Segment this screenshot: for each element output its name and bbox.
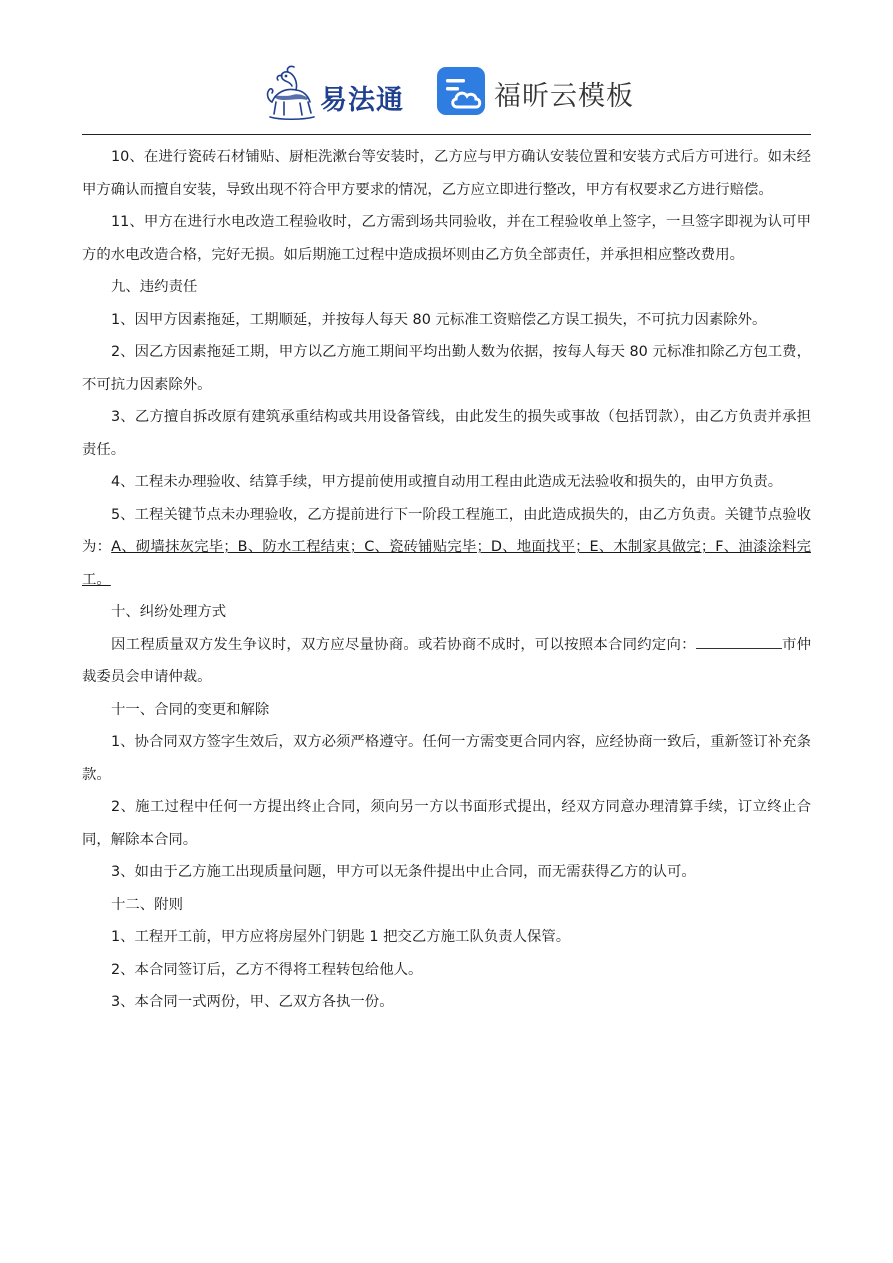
clause-10: 10、在进行瓷砖石材铺贴、厨柜洗漱台等安装时，乙方应与甲方确认安装位置和安装方式后方可进行。如未经甲方确认而擅自安装，导致出现不符合甲方要求的情况，乙方应立即进行整改，甲方有权要求乙方进行赔偿。 — [82, 149, 811, 198]
section-10-title: 十、纠纷处理方式 — [111, 604, 227, 620]
section-9-item-3: 3、乙方擅自拆改原有建筑承重结构或共用设备管线，由此发生的损失或事故（包括罚款），由乙方负责并承担责任。 — [82, 409, 811, 458]
arbitration-text: 市仲裁委员会申请仲裁。 — [82, 636, 811, 685]
qilin-emblem-icon — [262, 62, 320, 122]
section-9-item-4: 4、工程未办理验收、结算手续，甲方提前使用或擅自动用工程由此造成无法验收和损失的，由甲方负责。 — [111, 474, 783, 490]
section-11-item-1: 1、协合同双方签字生效后，双方必须严格遵守。任何一方需变更合同内容，应经协商一致后，重新签订补充条款。 — [82, 734, 811, 783]
section-12-title: 十二、附则 — [111, 896, 183, 913]
arbitration-city-blank-cont — [768, 634, 782, 649]
section-9-item-5-text: 5、工程关键节点未办理验收，乙方提前进行下一阶段工程施工，由此造成损失的，由乙方负责。关键节点验收为： — [82, 506, 811, 555]
document-cloud-icon — [436, 66, 486, 116]
section-12-item-1: 1、工程开工前，甲方应将房屋外门钥匙 1 把交乙方施工队负责人保管。 — [111, 929, 571, 945]
section-12-item-3: 3、本合同一式两份，甲、乙双方各执一份。 — [111, 994, 394, 1010]
section-9-item-1: 1、因甲方因素拖延，工期顺延，并按每人每天 80 元标准工资赔偿乙方误工损失，不可抗力因素除外。 — [111, 311, 767, 328]
contract-body — [82, 141, 811, 1019]
yifatong-logo — [262, 62, 412, 122]
section-10-text — [82, 629, 811, 694]
header-divider — [82, 134, 811, 135]
section-9-title: 九、违约责任 — [111, 279, 198, 295]
section-11-item-3: 3、如由于乙方施工出现质量问题，甲方可以无条件提出中止合同，而无需获得乙方的认可。 — [111, 864, 696, 880]
dispute-text: 因工程质量双方发生争议时，双方应尽量协商。或若协商不成时，可以按照本合同约定向： — [111, 636, 696, 653]
page-header — [0, 58, 893, 128]
section-12-item-2: 2、本合同签订后，乙方不得将工程转包给他人。 — [111, 961, 423, 978]
arbitration-city-blank — [696, 634, 768, 649]
section-11-item-2: 2、施工过程中任何一方提出终止合同，须向另一方以书面形式提出，经双方同意办理清算手续，订立终止合同，解除本合同。 — [82, 799, 811, 848]
clause-11: 11、甲方在进行水电改造工程验收时，乙方需到场共同验收，并在工程验收单上签字，一旦签字即视为认可甲方的水电改造合格，完好无损。如后期施工过程中造成损坏则由乙方负全部责任，并承担相应整改费用。 — [82, 214, 811, 263]
fuxin-template-logo-text: 福昕云模板 — [494, 81, 634, 112]
section-9-item-5 — [82, 499, 811, 597]
section-9-item-2: 2、因乙方因素拖延工期，甲方以乙方施工期间平均出勤人数为依据，按每人每天 80 元标准扣除乙方包工费，不可抗力因素除外。 — [82, 344, 811, 393]
yifatong-logo-text: 易法通 — [320, 85, 404, 116]
key-milestones-underlined: A、砌墙抹灰完毕；B、防水工程结束；C、瓷砖铺贴完毕；D、地面找平；E、木制家具做完；F、油漆涂料完工。 — [82, 539, 811, 588]
section-11-title: 十一、合同的变更和解除 — [111, 701, 270, 718]
